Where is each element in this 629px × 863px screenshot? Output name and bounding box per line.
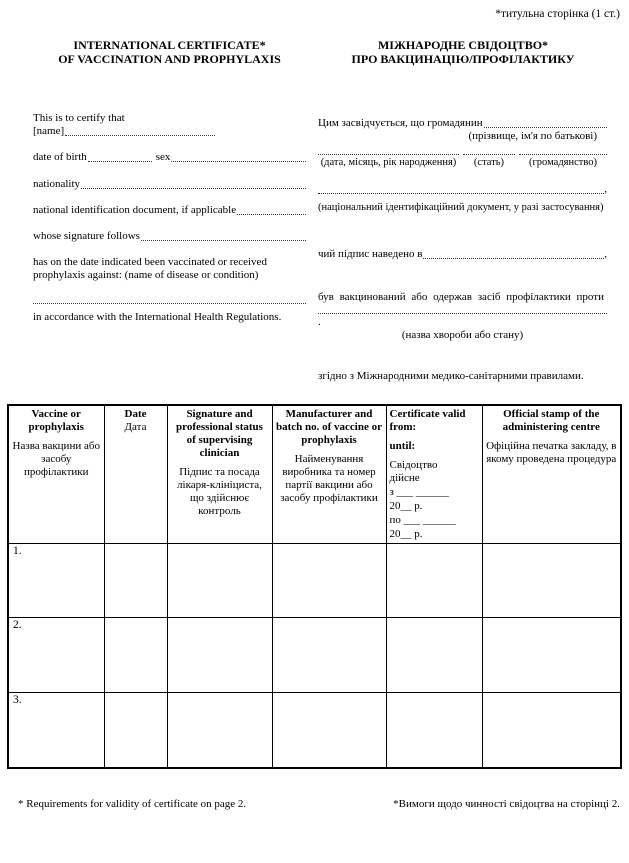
- citizen-name-fill-line: [484, 127, 607, 128]
- validity-uk-line1: Свідоцтво: [389, 459, 438, 471]
- sex-fill-line: [171, 161, 306, 162]
- ukrainian-column: [318, 112, 607, 383]
- stamp-header-uk: Офіційна печатка закладу, в якому проведена процедура: [486, 440, 617, 465]
- signature-label: whose signature follows: [33, 230, 140, 242]
- row-number-cell: 2.: [8, 618, 104, 693]
- validity-until-en: until:: [389, 440, 416, 452]
- validity-blank-from: з ___ ______: [389, 486, 449, 498]
- empty-cell: [104, 618, 167, 693]
- national-id-line-uk: [318, 183, 607, 196]
- national-id-label: national identification document, if applicable: [33, 204, 237, 216]
- manufacturer-header-uk: Найменування виробника та номер партії вакцини або засобу профілактики: [280, 453, 378, 504]
- certify-text-en: This is to certify that: [33, 112, 125, 124]
- name-fill-line: [65, 135, 215, 136]
- title-ukrainian-line1: МІЖНАРОДНЕ СВІДОЦТВО*: [377, 38, 549, 52]
- dob-hint-uk: (дата, місяць, рік народження): [320, 157, 457, 168]
- sex-hint-uk: (стать): [473, 157, 505, 168]
- national-id-hint-uk: (національний ідентифікаційний документ, у разі застосування): [318, 202, 604, 213]
- regulations-text-uk: згідно з Міжнародними медико-санітарними правилами.: [318, 370, 584, 382]
- dob-label: date of birth: [33, 151, 87, 163]
- sex-fill-line-uk: [463, 147, 515, 155]
- empty-cell: [272, 544, 386, 618]
- dob-sex-citizenship-row: [318, 147, 607, 169]
- vaccine-header-en: Vaccine or prophylaxis: [28, 408, 84, 433]
- title-english: [33, 38, 306, 66]
- signature-fill-line: [141, 240, 306, 241]
- stamp-header-en: Official stamp of the administering centre: [502, 408, 600, 433]
- citizenship-fill-line-uk: [519, 147, 607, 155]
- nationality-line-en: [33, 178, 306, 191]
- period-mark: .: [318, 316, 321, 328]
- name-line-en: [33, 125, 306, 138]
- row-number-cell: 3.: [8, 693, 104, 768]
- empty-cell: [482, 544, 621, 618]
- disease-hint-uk: (назва хвороби або стану): [401, 329, 524, 341]
- nationality-fill-line: [81, 188, 306, 189]
- citizenship-segment: [519, 147, 607, 169]
- empty-cell: [482, 693, 621, 768]
- table-header-row: [8, 405, 621, 544]
- dob-fill-line: [88, 161, 152, 162]
- table-row-2: [8, 618, 621, 693]
- validity-blank-until-year: 20__ р.: [389, 528, 423, 540]
- title-english-line2: OF VACCINATION AND PROPHYLAXIS: [58, 52, 281, 66]
- date-header-en: Date: [124, 408, 147, 420]
- manufacturer-header-en: Manufacturer and batch no. of vaccine or prophylaxis: [275, 408, 382, 446]
- sex-segment: [463, 147, 515, 169]
- name-hint-uk: (прізвище, ім'я по батькові): [468, 130, 597, 142]
- dob-segment: [318, 147, 459, 169]
- col-header-manufacturer: [272, 405, 386, 544]
- signature-header-en: Signature and professional status of supervising clinician: [176, 408, 263, 459]
- table-row-3: [8, 693, 621, 768]
- col-header-stamp: [482, 405, 621, 544]
- nationality-label: nationality: [33, 178, 81, 190]
- national-id-fill-line: [237, 214, 306, 215]
- vaccinated-text-en: has on the date indicated been vaccinated or received prophylaxis against: (name of disease or condition): [33, 256, 267, 281]
- empty-cell: [386, 544, 482, 618]
- national-id-line-en: [33, 204, 306, 217]
- signature-fill-line-uk: [423, 258, 604, 259]
- title-english-line1: INTERNATIONAL CERTIFICATE*: [73, 38, 266, 52]
- validity-uk-line2: дійсне: [389, 472, 420, 484]
- signature-header-uk: Підпис та посада лікаря-клініциста, що здійснює контроль: [177, 466, 262, 517]
- certify-text-uk: Цим засвідчується, що громадянин: [318, 117, 483, 129]
- certify-line-uk: [318, 117, 607, 130]
- footnote-english: * Requirements for validity of certificate on page 2.: [18, 798, 247, 810]
- empty-cell: [167, 693, 272, 768]
- dob-fill-line-uk: [318, 147, 459, 155]
- validity-blank-until: по ___ ______: [389, 514, 456, 526]
- vaccination-table: [7, 404, 622, 769]
- col-header-date: [104, 405, 167, 544]
- disease-fill-line-en: [33, 296, 306, 304]
- date-header-uk: Дата: [124, 421, 147, 433]
- empty-cell: [386, 618, 482, 693]
- validity-blank-from-year: 20__ р.: [389, 500, 423, 512]
- empty-cell: [482, 618, 621, 693]
- validity-from-en: Certificate valid from:: [389, 408, 466, 433]
- citizenship-hint-uk: (громадянство): [528, 157, 597, 168]
- title-ukrainian: [316, 38, 610, 66]
- empty-cell: [272, 618, 386, 693]
- sex-label: sex: [155, 151, 171, 163]
- title-ukrainian-line2: ПРО ВАКЦИНАЦІЮ/ПРОФІЛАКТИКУ: [351, 52, 575, 66]
- table-row-1: [8, 544, 621, 618]
- vaccine-header-uk: Назва вакцини або засобу профілактики: [12, 440, 100, 478]
- col-header-validity: [386, 405, 482, 544]
- national-id-fill-line-uk: [318, 193, 604, 194]
- corner-note: *титульна сторінка (1 ст.): [495, 8, 620, 20]
- dob-sex-line-en: [33, 151, 306, 164]
- footnote-ukrainian: *Вимоги щодо чинності свідоцтва на сторінці 2.: [393, 798, 620, 810]
- empty-cell: [167, 618, 272, 693]
- empty-cell: [104, 544, 167, 618]
- signature-label-uk: чий підпис наведено в: [318, 248, 423, 260]
- col-header-vaccine: [8, 405, 104, 544]
- empty-cell: [386, 693, 482, 768]
- comma-mark: ,: [604, 183, 607, 195]
- english-column: [33, 112, 306, 324]
- disease-fill-line-uk: [318, 306, 607, 314]
- empty-cell: [272, 693, 386, 768]
- vaccinated-text-uk: був вакцинований або одержав засіб профілактики проти: [318, 291, 604, 303]
- empty-cell: [104, 693, 167, 768]
- row-number-cell: 1.: [8, 544, 104, 618]
- regulations-text-en: in accordance with the International Health Regulations.: [33, 311, 282, 323]
- signature-line-en: [33, 230, 306, 243]
- comma-mark: ,: [604, 248, 607, 260]
- col-header-signature: [167, 405, 272, 544]
- name-label: [name]: [33, 125, 65, 137]
- signature-line-uk: [318, 248, 607, 261]
- empty-cell: [167, 544, 272, 618]
